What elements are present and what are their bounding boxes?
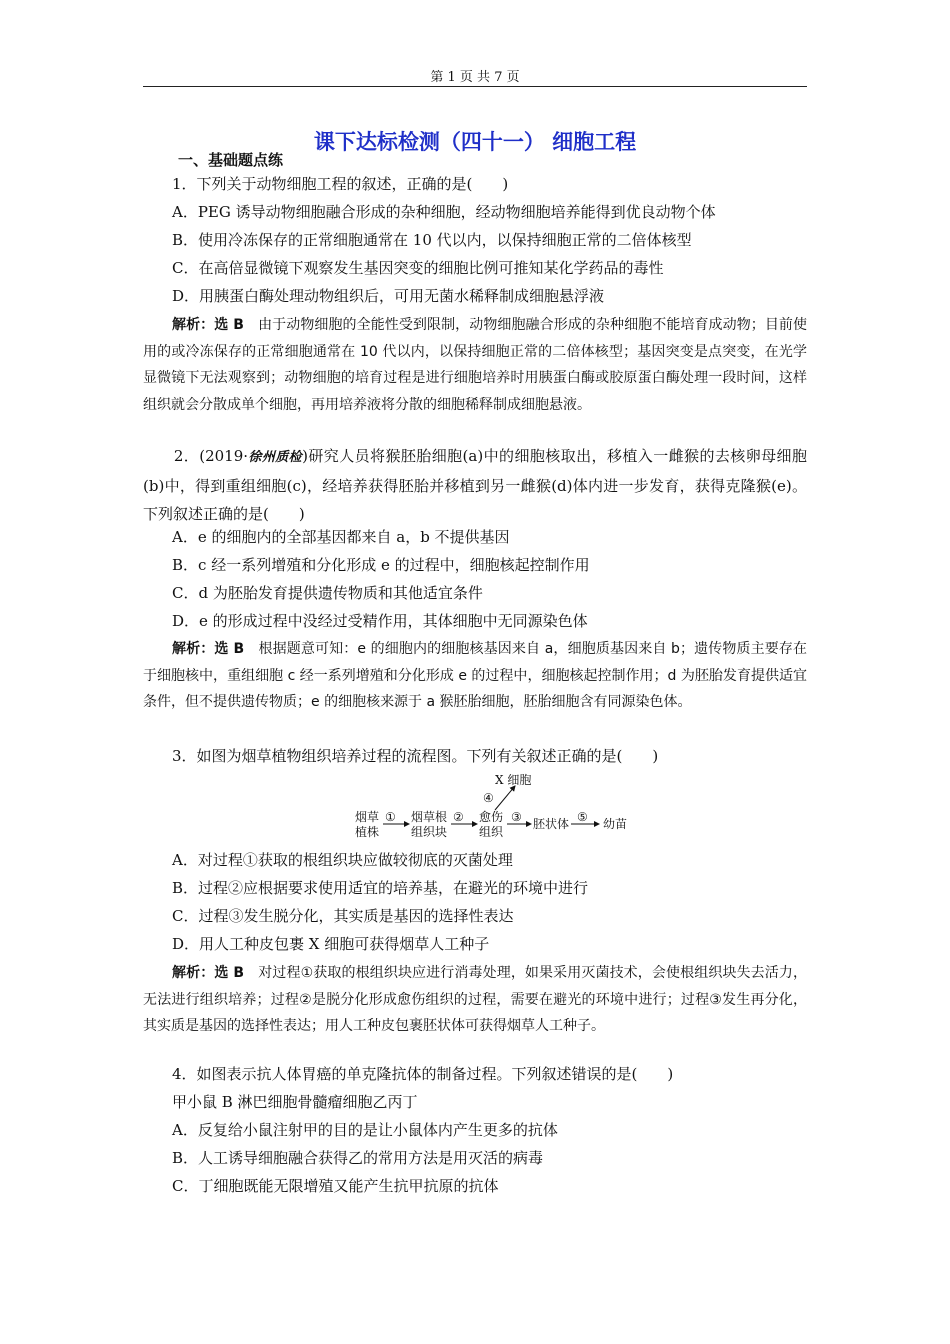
q1-analysis — [143, 312, 807, 418]
q2-stem-rest: )研究人员将猴胚胎细胞(a)中的细胞核取出，移植入一雌猴的去核卵母细胞(b)中，得到重组细胞(c)，经培养获得胚胎并移植到另一雌猴(d)体内进一步发育，获得克隆猴(e)。下列叙述正确的是( ) — [143, 447, 807, 523]
q2-stem-source: 徐州质检 — [248, 450, 303, 465]
q4-flow: 甲小鼠 B 淋巴细胞骨髓瘤细胞乙丙丁 — [172, 1093, 418, 1111]
q3-analysis-lead: 解析：选 B — [172, 965, 245, 981]
q3-analysis — [143, 960, 807, 1040]
q3-stem: 3．如图为烟草植物组织培养过程的流程图。下列有关叙述正确的是( ) — [172, 747, 659, 765]
q4-option-b: B．人工诱导细胞融合获得乙的常用方法是用灭活的病毒 — [172, 1149, 544, 1167]
q1-option-c: C．在高倍显微镜下观察发生基因突变的细胞比例可推知某化学药品的毒性 — [172, 259, 664, 277]
q4-option-c: C．丁细胞既能无限增殖又能产生抗甲抗原的抗体 — [172, 1177, 499, 1195]
node-tobacco-plant-a: 烟草 — [355, 810, 380, 824]
q2-option-c: C．d 为胚胎发育提供遗传物质和其他适宜条件 — [172, 584, 483, 602]
node-embryoid: 胚状体 — [533, 817, 570, 831]
page-header — [143, 66, 807, 87]
q1-analysis-text: 由于动物细胞的全能性受到限制，动物细胞融合形成的杂种细胞不能培育成动物；目前使用的或冷冻保存的正常细胞通常在 10 代以内，以保持细胞正常的二倍体核型；基因突变是点突变，在光学显微镜下无法观察到；动物细胞的培育过程是进行细胞培养时用胰蛋白酶或胶原蛋白酶处理一段时间，这样组织就会分散成单个细胞，再用培养液将分散的细胞稀释制成细胞悬液。 — [143, 317, 808, 413]
q3-option-d: D．用人工种皮包裹 X 细胞可获得烟草人工种子 — [172, 935, 490, 953]
step-2-label: ② — [453, 810, 464, 824]
node-x-cell: X 细胞 — [495, 773, 532, 787]
q3-analysis-text: 对过程①获取的根组织块应进行消毒处理，如果采用灭菌技术，会使根组织块失去活力，无法进行组织培养；过程②是脱分化形成愈伤组织的过程，需要在避光的环境中进行；过程③发生再分化，其实质是基因的选择性表达；用人工种皮包裹胚状体可获得烟草人工种子。 — [143, 965, 807, 1034]
node-seedling: 幼苗 — [603, 817, 628, 831]
q2-option-a: A．e 的细胞内的全部基因都来自 a，b 不提供基因 — [172, 528, 510, 546]
node-callus-a: 愈伤 — [479, 810, 504, 824]
page-title: 课下达标检测（四十一） 细胞工程 — [313, 130, 637, 154]
q2-analysis-text: 根据题意可知：e 的细胞内的细胞核基因来自 a，细胞质基因来自 b；遗传物质主要存在于细胞核中，重组细胞 c 经一系列增殖和分化形成 e 的过程中，细胞核起控制作用；d 为胚胎发育提供适宜条件，但不提供遗传物质；e 的细胞核来源于 a 猴胚胎细胞，胚胎细胞含有同源染色体。 — [143, 641, 807, 710]
q2-analysis-lead: 解析：选 B — [172, 641, 245, 657]
arrow-4 — [495, 786, 515, 810]
q3-option-a: A．对过程①获取的根组织块应做较彻底的灭菌处理 — [172, 851, 513, 869]
q2-analysis — [143, 636, 807, 716]
q4-option-a: A．反复给小鼠注射甲的目的是让小鼠体内产生更多的抗体 — [172, 1121, 558, 1139]
section-heading: 一、基础题点练 — [178, 151, 284, 169]
q1-option-a: A．PEG 诱导动物细胞融合形成的杂种细胞，经动物细胞培养能得到优良动物个体 — [172, 203, 716, 221]
q1-analysis-lead: 解析：选 B — [172, 317, 244, 333]
q2-option-b: B．c 经一系列增殖和分化形成 e 的过程中，细胞核起控制作用 — [172, 556, 590, 574]
step-4-label: ④ — [483, 791, 494, 805]
node-callus-b: 组织 — [479, 825, 504, 839]
q1-stem: 1．下列关于动物细胞工程的叙述，正确的是( ) — [172, 175, 509, 193]
step-5-label: ⑤ — [577, 810, 588, 824]
q4-stem: 4．如图表示抗人体胃癌的单克隆抗体的制备过程。下列叙述错误的是( ) — [172, 1065, 674, 1083]
page-info: 第 1 页 共 7 页 — [430, 70, 520, 85]
q3-option-c: C．过程③发生脱分化，其实质是基因的选择性表达 — [172, 907, 514, 925]
step-1-label: ① — [385, 810, 396, 824]
node-root-tissue-b: 组织块 — [411, 825, 448, 839]
q2-stem — [143, 442, 807, 528]
q3-flow-diagram — [355, 772, 645, 842]
q2-option-d: D．e 的形成过程中没经过受精作用，其体细胞中无同源染色体 — [172, 612, 588, 630]
flow-diagram-svg — [355, 772, 645, 842]
node-root-tissue-a: 烟草根 — [411, 810, 448, 824]
q2-stem-prefix: 2．(2019· — [143, 447, 249, 465]
step-3-label: ③ — [511, 810, 522, 824]
q1-option-b: B．使用冷冻保存的正常细胞通常在 10 代以内，以保持细胞正常的二倍体核型 — [172, 231, 692, 249]
q3-option-b: B．过程②应根据要求使用适宜的培养基，在避光的环境中进行 — [172, 879, 589, 897]
q1-option-d: D．用胰蛋白酶处理动物组织后，可用无菌水稀释制成细胞悬浮液 — [172, 287, 605, 305]
node-tobacco-plant-b: 植株 — [355, 825, 380, 839]
